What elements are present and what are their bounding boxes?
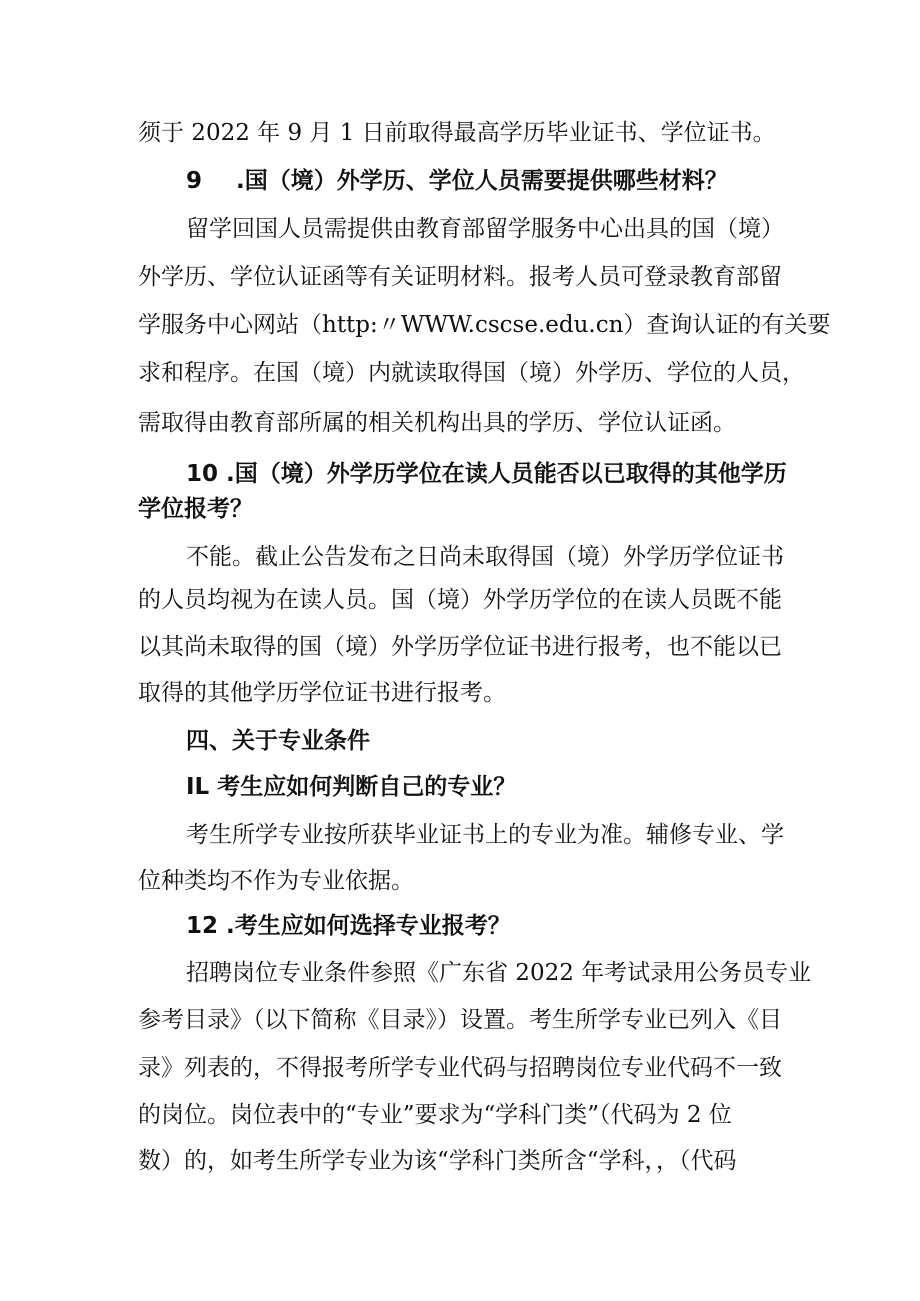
question-heading: IL 考生应如何判断自己的专业？ <box>186 774 517 800</box>
text-line: 学服务中心网站（http:〃WWW.cscse.edu.cn）查询认证的有关要 <box>138 312 831 338</box>
question-heading: 10 .国（境）外学历学位在读人员能否以已取得的其他学历 <box>186 461 787 487</box>
text-line: 以其尚未取得的国（境）外学历学位证书进行报考，也不能以已 <box>138 634 782 660</box>
text-line: 招聘岗位专业条件参照《广东省 2022 年考试录用公务员专业 <box>186 960 812 986</box>
question-heading: 学位报考？ <box>138 496 253 522</box>
text-line: 数）的，如考生所学专业为该“学科门类所含“学科，，（代码 <box>138 1148 737 1174</box>
text-line: 的人员均视为在读人员。国（境）外学历学位的在读人员既不能 <box>138 587 782 613</box>
text-line: 求和程序。在国（境）内就读取得国（境）外学历、学位的人员， <box>138 360 805 386</box>
text-line: 位种类均不作为专业依据。 <box>138 868 414 894</box>
text-line: 须于 2022 年 9 月 1 日前取得最高学历毕业证书、学位证书。 <box>138 120 776 146</box>
question-heading: 12 .考生应如何选择专业报考？ <box>186 913 511 939</box>
text-line: 需取得由教育部所属的相关机构出具的学历、学位认证函。 <box>138 410 736 436</box>
text-line: 录》列表的，不得报考所学专业代码与招聘岗位专业代码不一致 <box>138 1055 782 1081</box>
question-heading: .国（境）外学历、学位人员需要提供哪些材料？ <box>236 168 728 194</box>
text-line: 留学回国人员需提供由教育部留学服务中心出具的国（境） <box>186 216 784 242</box>
text-line: 不能。截止公告发布之日尚未取得国（境）外学历学位证书 <box>186 544 784 570</box>
text-line: 参考目录》（以下简称《目录》）设置。考生所学专业已列入《目 <box>138 1007 782 1033</box>
question-number: 9 <box>186 168 203 194</box>
text-line: 考生所学专业按所获毕业证书上的专业为准。辅修专业、学 <box>186 822 784 848</box>
text-line: 外学历、学位认证函等有关证明材料。报考人员可登录教育部留 <box>138 264 782 290</box>
text-line: 取得的其他学历学位证书进行报考。 <box>138 680 506 706</box>
section-heading: 四、关于专业条件 <box>186 728 370 754</box>
text-line: 的岗位。岗位表中的“专业”要求为“学科门类”（代码为 2 位 <box>138 1102 732 1128</box>
